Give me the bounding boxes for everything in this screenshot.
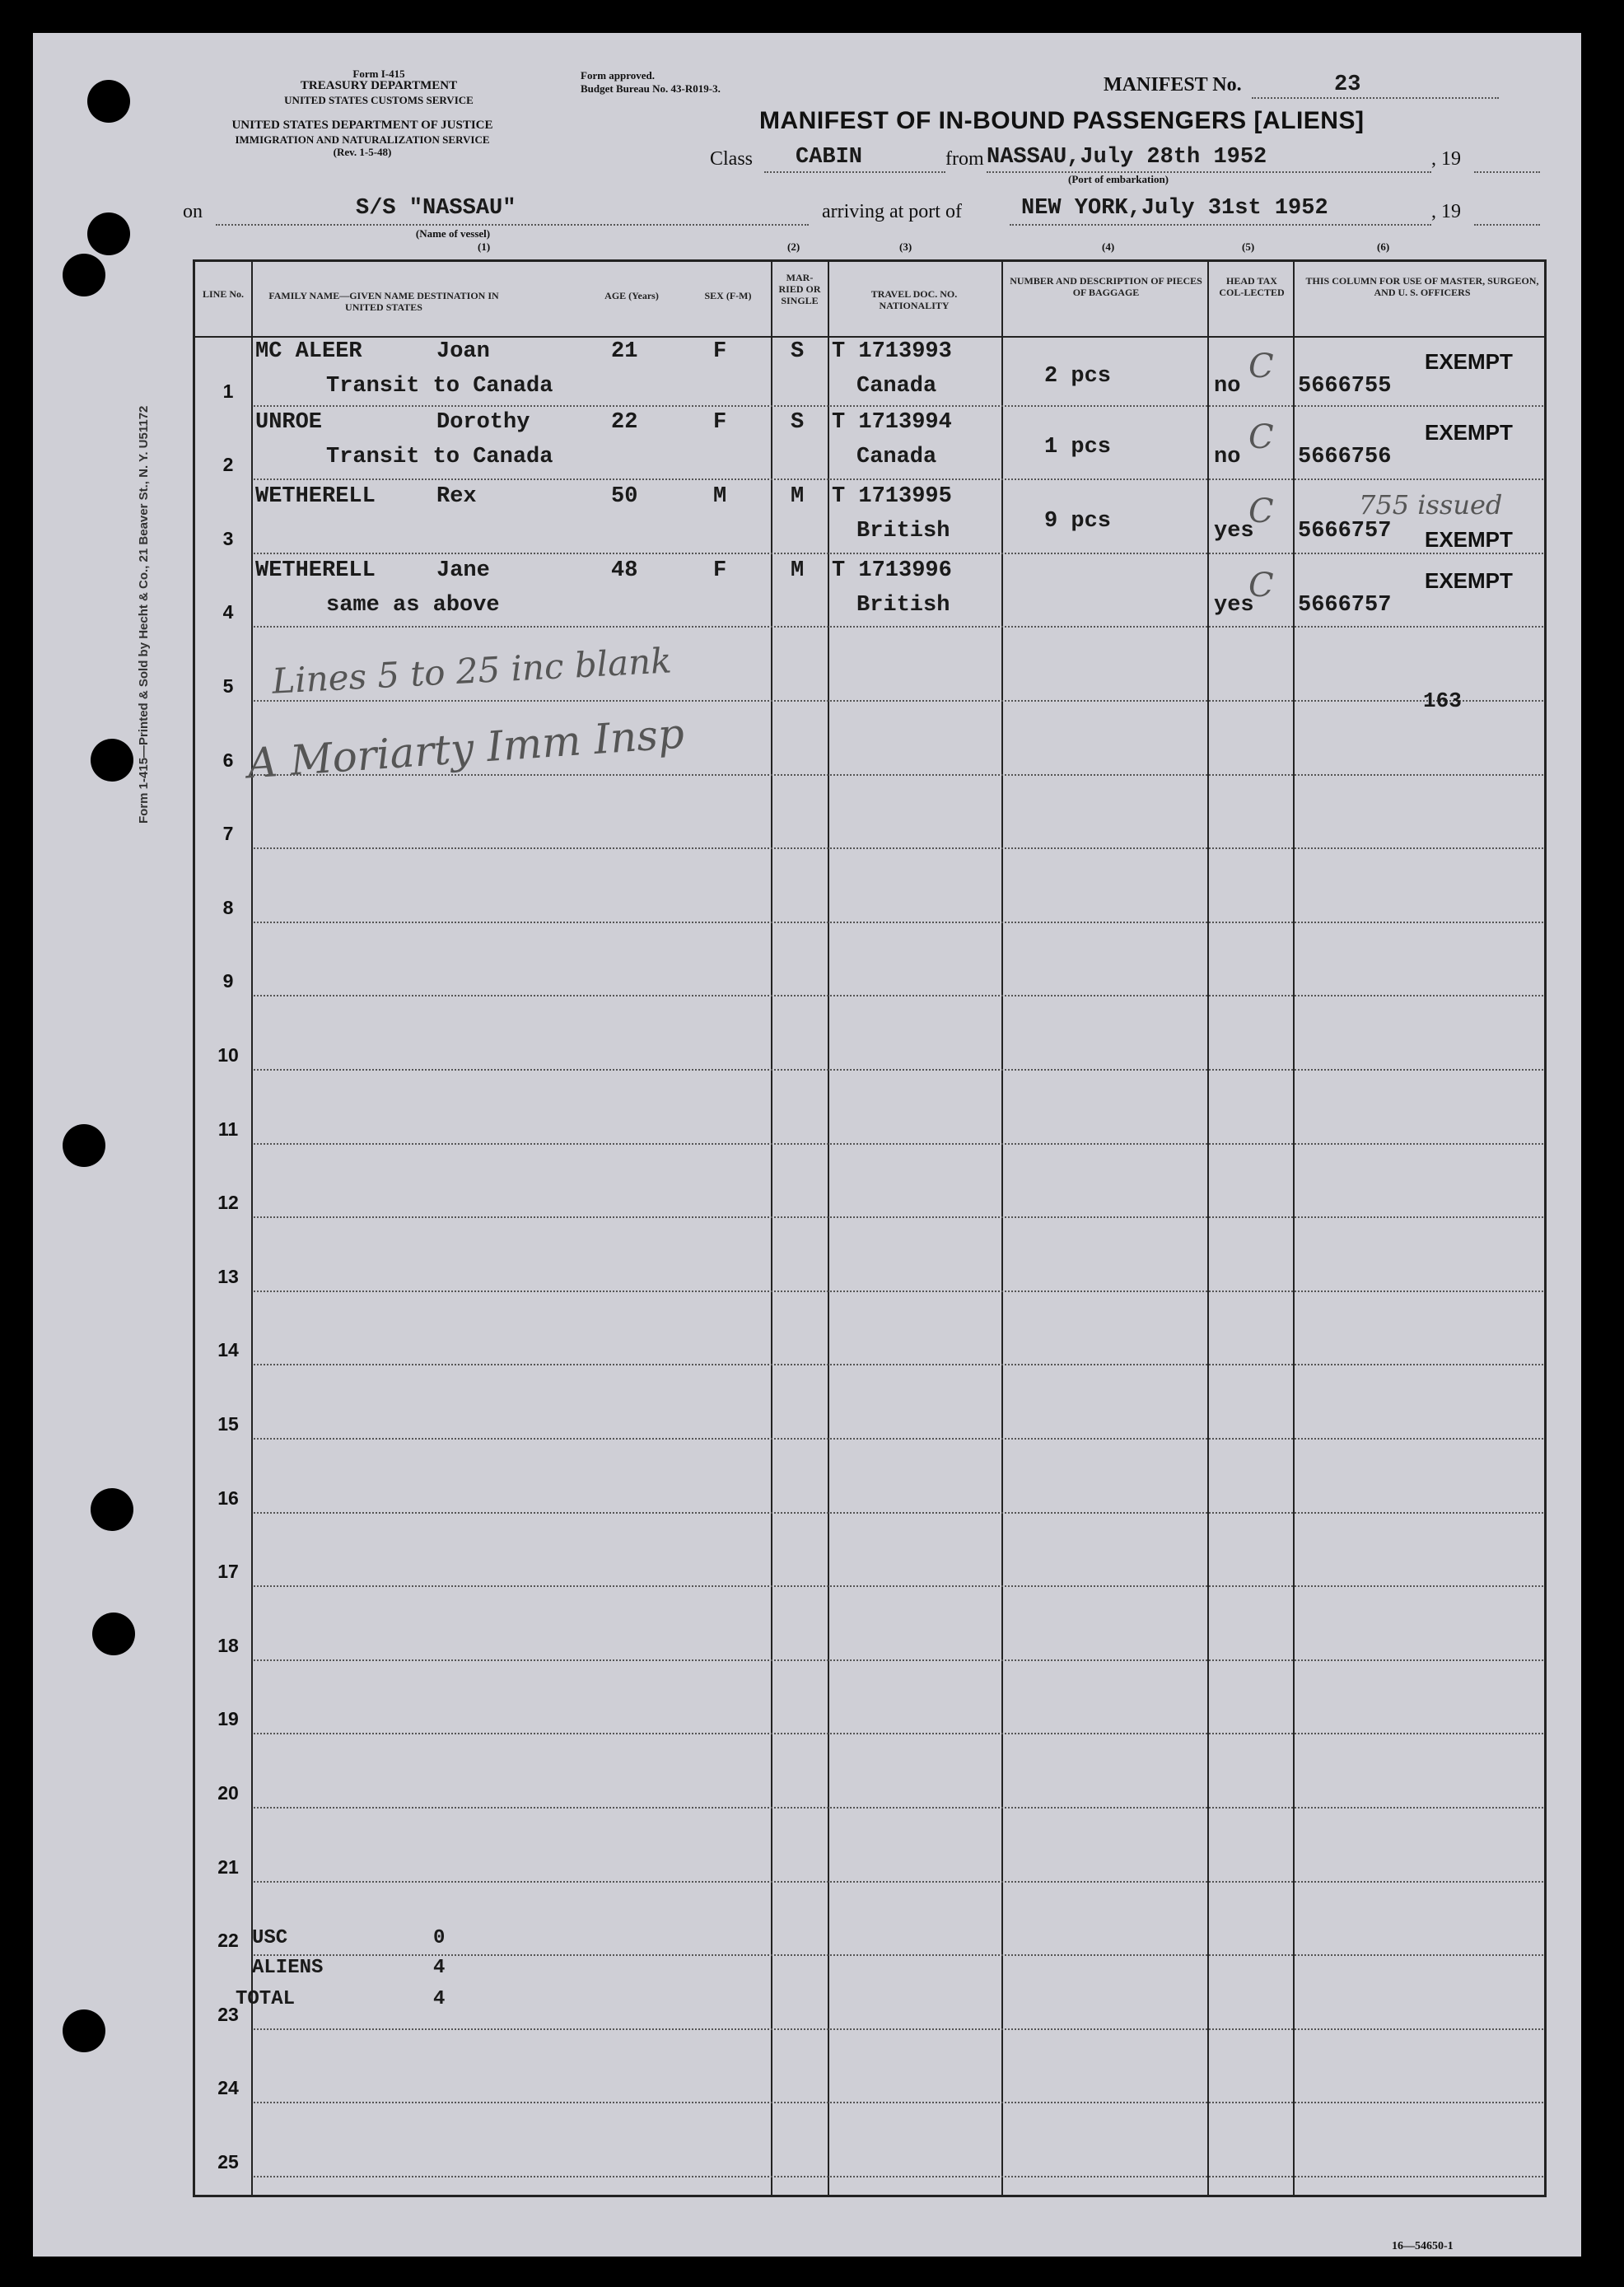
- on-label: on: [183, 201, 203, 222]
- budget-bureau: Budget Bureau No. 43-R019-3.: [581, 82, 721, 95]
- form-number: Form I-415: [352, 68, 405, 80]
- passenger-given-name: Rex: [436, 484, 477, 509]
- col-divider: [1207, 259, 1209, 2197]
- punch-hole: [63, 1124, 105, 1167]
- head-tax-collected: no: [1214, 374, 1241, 399]
- from-value: NASSAU,July 28th 1952: [987, 145, 1267, 170]
- passenger-sex: F: [713, 558, 727, 583]
- officer-reference-number: 5666757: [1298, 519, 1392, 544]
- footer-code: 16—54650-1: [1392, 2240, 1454, 2252]
- inspector-signature: A Moriarty Imm Insp: [245, 709, 686, 788]
- baggage-count: 2 pcs: [1044, 364, 1112, 389]
- col-divider: [251, 259, 253, 2197]
- row-rule: [254, 1881, 1543, 1883]
- line-number: 11: [217, 1118, 239, 1140]
- line-number: 15: [217, 1413, 239, 1435]
- col-divider: [1001, 259, 1003, 2197]
- vessel-caption: (Name of vessel): [415, 227, 491, 240]
- line-number: 18: [217, 1634, 239, 1656]
- row-rule: [254, 847, 1543, 849]
- row-rule: [254, 1069, 1543, 1071]
- line-number: 10: [217, 1044, 239, 1066]
- class-line: [764, 171, 945, 173]
- line-number: 8: [222, 896, 234, 918]
- passenger-given-name: Joan: [436, 339, 490, 364]
- totals-usc-label: USC: [252, 1927, 288, 1949]
- line-number: 16: [217, 1487, 239, 1509]
- head-tax-collected: yes: [1214, 593, 1254, 618]
- line-number: 21: [217, 1855, 239, 1878]
- totals-usc-value: 0: [433, 1927, 446, 1949]
- year-suffix-2: , 19: [1431, 201, 1461, 222]
- col-header-age: AGE (Years): [604, 290, 659, 301]
- line-number: 19: [217, 1708, 239, 1730]
- passenger-surname: UNROE: [255, 410, 323, 435]
- passenger-sex: M: [713, 484, 727, 509]
- col-header-name: FAMILY NAME—GIVEN NAME DESTINATION IN UNITED STATES: [268, 290, 499, 313]
- row-rule: [254, 1512, 1543, 1514]
- head-tax-mark: C: [1248, 348, 1274, 385]
- row-rule: [254, 1438, 1543, 1440]
- customs-service: UNITED STATES CUSTOMS SERVICE: [284, 94, 474, 106]
- passenger-given-name: Jane: [436, 558, 490, 583]
- passenger-marital-status: S: [791, 339, 805, 364]
- punch-hole: [87, 80, 130, 123]
- punch-hole: [91, 1488, 133, 1531]
- row-rule: [254, 1364, 1543, 1365]
- row-rule: [254, 2102, 1543, 2103]
- passenger-age: 21: [611, 339, 638, 364]
- travel-doc-number: T 1713994: [832, 410, 952, 435]
- totals-total-value: 4: [433, 1988, 446, 2010]
- col-num-6: (6): [1377, 240, 1390, 253]
- passenger-surname: WETHERELL: [255, 558, 376, 583]
- year-line-2: [1474, 224, 1540, 226]
- passenger-surname: WETHERELL: [255, 484, 376, 509]
- year-suffix-1: , 19: [1431, 148, 1461, 170]
- line-number: 6: [222, 749, 234, 771]
- page-title: MANIFEST OF IN-BOUND PASSENGERS [ALIENS]: [759, 107, 1365, 134]
- row-rule: [254, 1659, 1543, 1661]
- row-rule: [254, 1291, 1543, 1292]
- printer-side-text: Form 1-415—Printed & Sold by Hecht & Co., 21 Beaver St., N. Y. U51172: [137, 405, 151, 824]
- line-number: 7: [222, 823, 234, 845]
- passenger-marital-status: M: [791, 484, 805, 509]
- passenger-age: 50: [611, 484, 638, 509]
- head-tax-collected: yes: [1214, 519, 1254, 544]
- line-number: 2: [222, 454, 234, 476]
- manifest-no-label: MANIFEST No.: [1104, 74, 1242, 96]
- passenger-given-name: Dorothy: [436, 410, 530, 435]
- line-number: 22: [217, 1930, 239, 1952]
- col-header-married: MAR-RIED OR SINGLE: [778, 272, 821, 306]
- col-num-3: (3): [899, 240, 912, 253]
- passenger-nationality: Canada: [856, 445, 937, 469]
- manifest-no-value: 23: [1334, 72, 1361, 97]
- punch-hole: [63, 2009, 105, 2052]
- baggage-count: 1 pcs: [1044, 435, 1112, 460]
- line-number: 5: [222, 675, 234, 697]
- baggage-count: 9 pcs: [1044, 509, 1112, 534]
- col-divider: [771, 259, 772, 2197]
- revision: (Rev. 1-5-48): [333, 146, 392, 158]
- arriving-label: arriving at port of: [822, 201, 962, 222]
- treasury-dept: TREASURY DEPARTMENT: [300, 79, 458, 92]
- col-divider: [1293, 259, 1295, 2197]
- head-tax-collected: no: [1214, 445, 1241, 469]
- totals-aliens-label: ALIENS: [252, 1957, 324, 1979]
- row-rule: [254, 1143, 1543, 1145]
- from-label: from: [945, 148, 984, 170]
- handwritten-blank-note: Lines 5 to 25 inc blank: [271, 640, 673, 702]
- punch-hole: [63, 254, 105, 296]
- row-rule: [254, 995, 1543, 996]
- officer-reference-number: 5666756: [1298, 445, 1392, 469]
- line-number: 17: [217, 1561, 239, 1583]
- port-caption: (Port of embarkation): [1067, 173, 1169, 185]
- col-header-travel: TRAVEL DOC. NO. NATIONALITY: [870, 288, 958, 311]
- line-number: 20: [217, 1782, 239, 1804]
- handwritten-note: 755 issued: [1359, 489, 1503, 520]
- col-num-5: (5): [1242, 240, 1255, 253]
- row-rule: [254, 1807, 1543, 1809]
- travel-doc-number: T 1713993: [832, 339, 952, 364]
- vessel-line: [216, 224, 809, 226]
- passenger-sex: F: [713, 339, 727, 364]
- line-number: 9: [222, 970, 234, 992]
- class-value: CABIN: [796, 145, 863, 170]
- head-tax-mark: C: [1248, 567, 1274, 604]
- manifest-no-line: [1252, 97, 1499, 99]
- passenger-nationality: British: [856, 593, 950, 618]
- line-number: 14: [217, 1339, 239, 1361]
- arrival-line: [1010, 224, 1431, 226]
- passenger-marital-status: S: [791, 410, 805, 435]
- passenger-marital-status: M: [791, 558, 805, 583]
- col-header-line: LINE No.: [202, 288, 244, 300]
- row-rule: [254, 2028, 1543, 2030]
- line-number: 13: [217, 1265, 239, 1287]
- row-rule: [254, 553, 1543, 554]
- row-rule: [254, 626, 1543, 628]
- row-rule: [254, 700, 1543, 702]
- passenger-age: 48: [611, 558, 638, 583]
- ins-service: IMMIGRATION AND NATURALIZATION SERVICE: [235, 133, 490, 146]
- justice-dept: UNITED STATES DEPARTMENT OF JUSTICE: [231, 119, 493, 132]
- exempt-stamp: EXEMPT: [1425, 527, 1513, 552]
- header-divider: [193, 336, 1547, 338]
- passenger-destination: same as above: [326, 593, 500, 618]
- col-header-headtax: HEAD TAX COL-LECTED: [1219, 275, 1285, 298]
- passenger-age: 22: [611, 410, 638, 435]
- row-rule: [254, 1733, 1543, 1734]
- manifest-table: [193, 259, 1547, 2197]
- line-number: 24: [217, 2077, 239, 2099]
- line-number: 3: [222, 527, 234, 549]
- head-tax-mark: C: [1248, 492, 1274, 530]
- passenger-sex: F: [713, 410, 727, 435]
- row-rule: [254, 1585, 1543, 1587]
- row-rule: [254, 405, 1543, 407]
- exempt-stamp: EXEMPT: [1425, 420, 1513, 445]
- passenger-surname: MC ALEER: [255, 339, 362, 364]
- line-number: 4: [222, 601, 234, 623]
- col-num-4: (4): [1102, 240, 1115, 253]
- row-rule: [254, 2176, 1543, 2177]
- line-number: 1: [222, 380, 234, 402]
- row-rule: [254, 1954, 1543, 1956]
- officer-reference-number: 5666755: [1298, 374, 1392, 399]
- col-header-baggage: NUMBER AND DESCRIPTION OF PIECES OF BAGGAGE: [1010, 275, 1202, 298]
- officer-number: 163: [1423, 688, 1462, 713]
- row-rule: [254, 1216, 1543, 1218]
- form-approved: Form approved.: [581, 69, 656, 82]
- vessel-value: S/S "NASSAU": [356, 196, 516, 221]
- officer-reference-number: 5666757: [1298, 593, 1392, 618]
- punch-hole: [92, 1613, 135, 1655]
- travel-doc-number: T 1713996: [832, 558, 952, 583]
- passenger-nationality: British: [856, 519, 950, 544]
- col-num-1: (1): [478, 240, 491, 253]
- line-number: 23: [217, 2003, 239, 2025]
- col-header-officers: THIS COLUMN FOR USE OF MASTER, SURGEON, AND U. S. OFFICERS: [1305, 275, 1539, 298]
- punch-hole: [87, 212, 130, 255]
- row-rule: [254, 774, 1543, 776]
- col-divider: [828, 259, 829, 2197]
- col-header-sex: SEX (F-M): [704, 290, 752, 301]
- head-tax-mark: C: [1248, 418, 1274, 456]
- totals-aliens-value: 4: [433, 1957, 446, 1979]
- col-num-2: (2): [787, 240, 800, 253]
- row-rule: [254, 478, 1543, 480]
- passenger-nationality: Canada: [856, 374, 937, 399]
- row-rule: [254, 922, 1543, 923]
- punch-hole: [91, 739, 133, 782]
- class-label: Class: [710, 148, 754, 170]
- exempt-stamp: EXEMPT: [1425, 568, 1513, 593]
- line-number: 12: [217, 1192, 239, 1214]
- passenger-destination: Transit to Canada: [326, 445, 553, 469]
- totals-total-label: TOTAL: [236, 1988, 296, 2010]
- line-number: 25: [217, 2151, 239, 2173]
- arrival-value: NEW YORK,July 31st 1952: [1021, 196, 1328, 221]
- travel-doc-number: T 1713995: [832, 484, 952, 509]
- passenger-destination: Transit to Canada: [326, 374, 553, 399]
- exempt-stamp: EXEMPT: [1425, 349, 1513, 374]
- year-line-1: [1474, 171, 1540, 173]
